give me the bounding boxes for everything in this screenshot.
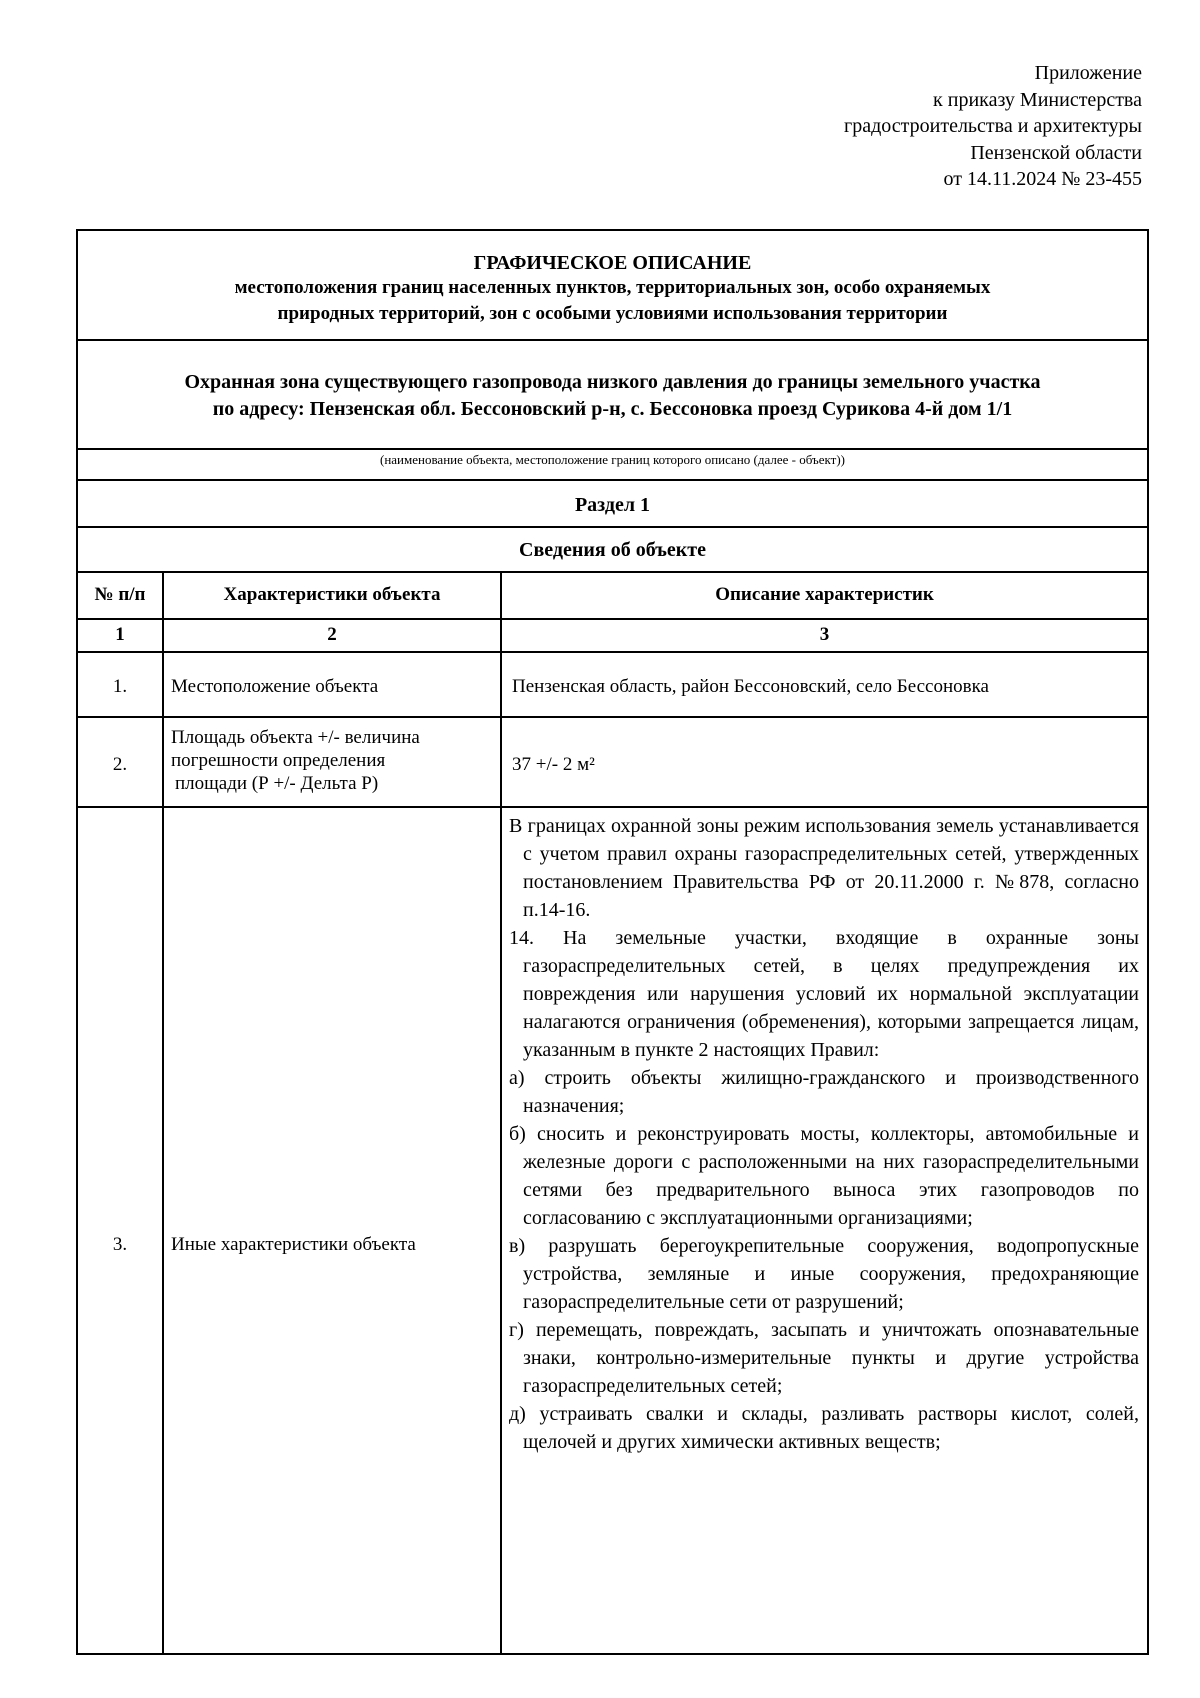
divider — [78, 526, 1147, 528]
object-name-block — [78, 369, 1147, 423]
table-column-number: 2 — [327, 624, 337, 645]
table-header-characteristic: Характеристики объекта — [223, 584, 441, 605]
divider — [78, 479, 1147, 481]
appendix-block — [722, 60, 1142, 193]
table-row-description: 37 +/- 2 м² — [512, 754, 595, 775]
table-column-number: 3 — [819, 624, 830, 645]
appendix-line: к приказу Министерства — [933, 88, 1142, 111]
appendix-line: градостроительства и архитектуры — [844, 115, 1142, 137]
section-title: Раздел 1 — [574, 494, 651, 516]
object-caption: (наименование объекта, местоположение границ которого описано (далее - объект)) — [380, 452, 845, 467]
document-title: ГРАФИЧЕСКОЕ ОПИСАНИЕ — [473, 252, 752, 274]
table-header-description: Описание характеристик — [715, 584, 934, 605]
table-header-number: № п/п — [94, 584, 146, 605]
table-row-divider — [78, 716, 1147, 718]
divider — [78, 448, 1147, 450]
table-row-divider — [78, 618, 1147, 620]
characteristic-line: погрешности определения — [171, 750, 386, 771]
table-row-divider — [78, 806, 1147, 808]
object-name-line: по адресу: Пензенская обл. Бессоновский р-н, с. Бессоновка проезд Сурикова 4-й дом 1/1 — [212, 398, 1013, 420]
description-paragraph: 14. На земельные участки, входящие в охранные зоны газораспределительных сетей, в целях предупреждения их повреждения или нарушения условий их нормальной эксплуатации налагаются ограничения (обременения), которыми запрещается лицам, указанным в пункте 2 настоящих Правил: — [509, 927, 1139, 1061]
description-list-item: в) разрушать берегоукрепительные сооружения, водопропускные устройства, земляные и иные сооружения, предохраняющие газораспределительные сети от разрушений; — [509, 1235, 1139, 1313]
appendix-order-date: от 14.11.2024 № 23-455 — [943, 168, 1142, 190]
table-row-number: 3. — [112, 1234, 128, 1255]
table-row-description: Пензенская область, район Бессоновский, село Бессоновка — [512, 676, 989, 697]
document-subtitle-line: природных территорий, зон с особыми условиями использования территории — [277, 303, 948, 324]
description-paragraph: В границах охранной зоны режим использования земель устанавливается с учетом правил охраны газораспределительных сетей, утвержденных постановлением Правительства РФ от 20.11.2000 г. №878, согласно п.14-16. — [509, 815, 1139, 921]
description-list-item: д) устраивать свалки и склады, разливать растворы кислот, солей, щелочей и других химически активных веществ; — [509, 1403, 1139, 1453]
table-column-number: 1 — [115, 624, 125, 645]
table-row-divider — [78, 651, 1147, 653]
table-row-number: 2. — [112, 754, 128, 775]
characteristic-line: площади (Р +/- Дельта Р) — [175, 773, 379, 794]
description-list-item: г) перемещать, повреждать, засыпать и уничтожать опознавательные знаки, контрольно-измерительные пункты и другие устройства газораспределительных сетей; — [509, 1319, 1139, 1397]
table-row-number: 1. — [112, 676, 128, 697]
header-block — [78, 251, 1147, 327]
document-frame — [76, 229, 1149, 1655]
document-subtitle-line: местоположения границ населенных пунктов, территориальных зон, особо охраняемых — [234, 277, 991, 298]
divider — [78, 339, 1147, 341]
table-row-description-text — [509, 812, 1139, 1456]
section-subtitle: Сведения об объекте — [519, 539, 706, 561]
table-row-characteristic: Местоположение объекта — [171, 676, 379, 697]
description-list-item: б) сносить и реконструировать мосты, коллекторы, автомобильные и железные дороги с расположенными на них газораспределительными сетями без предварительного выноса этих газопроводов по согласованию с эксплуатационными организациями; — [509, 1123, 1139, 1229]
divider — [78, 571, 1147, 573]
characteristic-line: Площадь объекта +/- величина — [171, 727, 420, 748]
table-row-characteristic — [171, 726, 496, 795]
table-row-characteristic: Иные характеристики объекта — [171, 1234, 416, 1255]
appendix-line: Пензенской области — [970, 141, 1142, 164]
description-list-item: а) строить объекты жилищно-гражданского и производственного назначения; — [509, 1067, 1139, 1117]
table-column-divider — [500, 571, 502, 1655]
object-name-line: Охранная зона существующего газопровода низкого давления до границы земельного участка — [184, 371, 1041, 393]
table-column-divider — [162, 571, 164, 1655]
appendix-line: Приложение — [1034, 62, 1142, 84]
